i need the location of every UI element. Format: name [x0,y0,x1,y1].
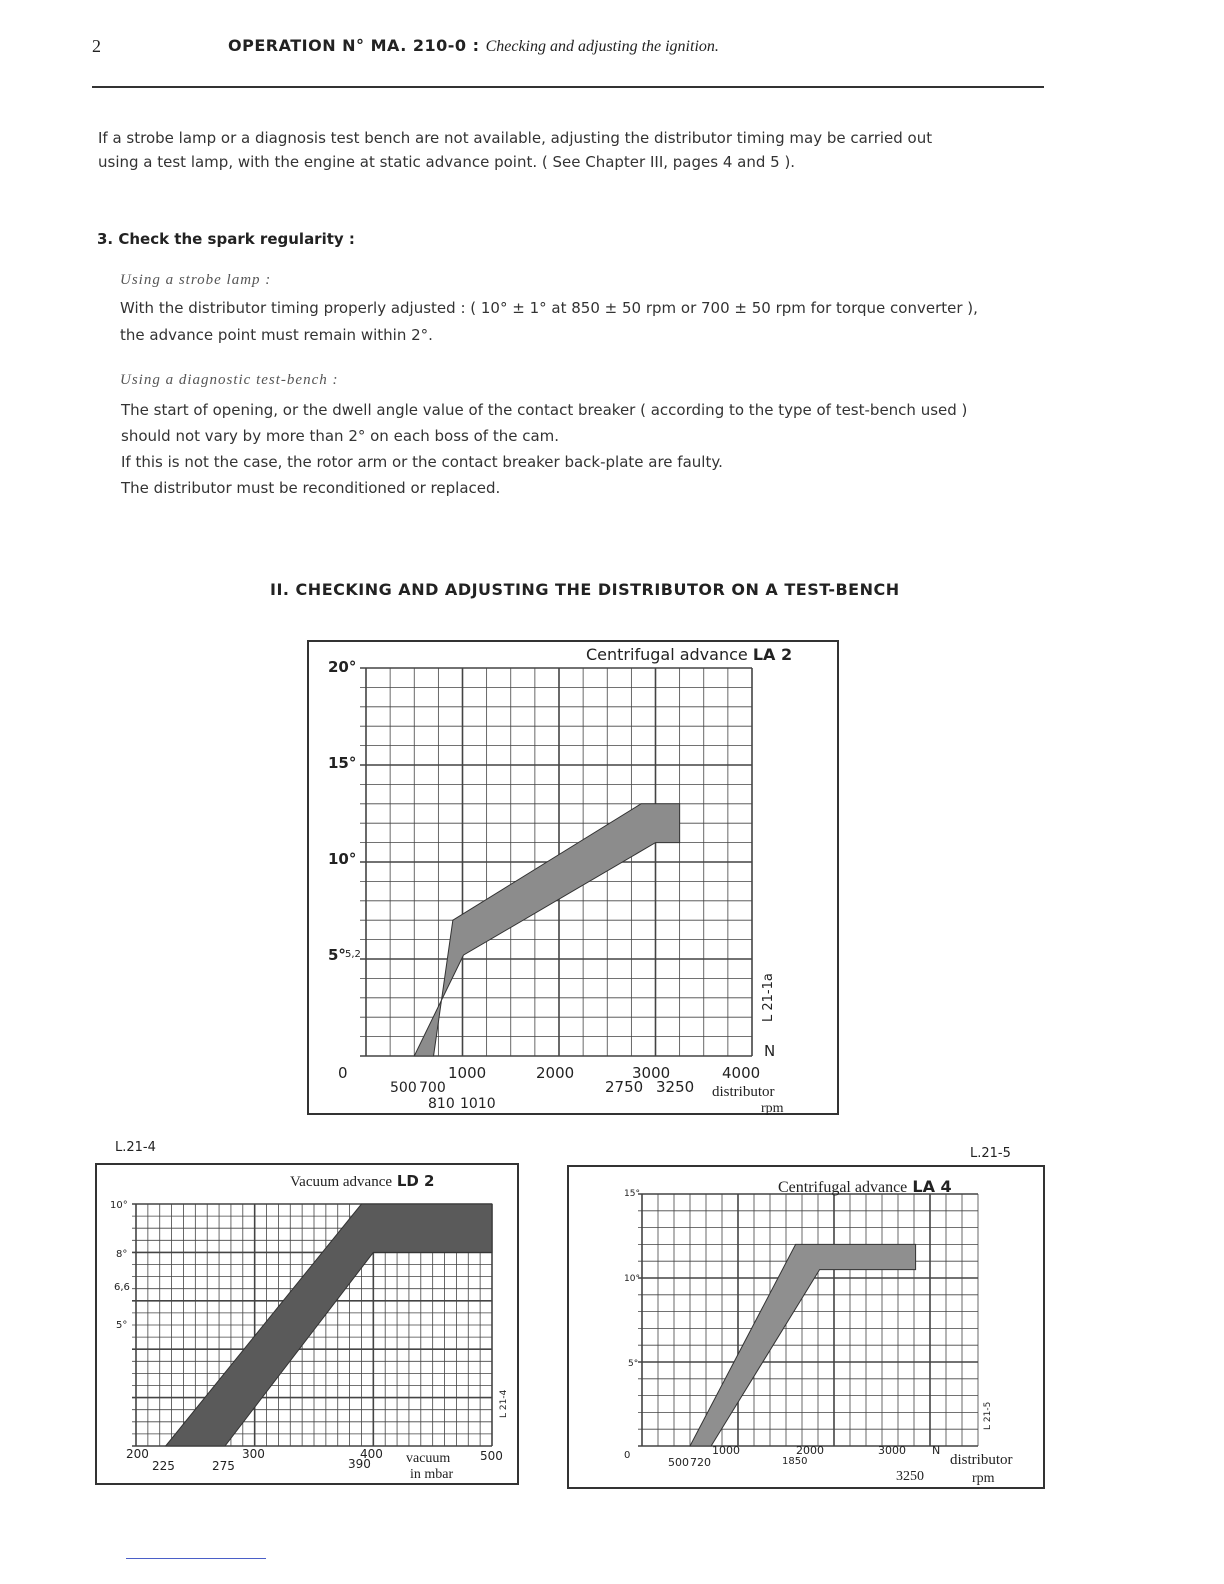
y-extra-label: 5,2 [345,949,361,960]
x-tick-label: 390 [348,1457,371,1471]
intro-paragraph [98,126,932,174]
footer-rule [126,1558,266,1559]
x-tick-label: 4000 [722,1064,761,1082]
y-tick-label: 10° [328,850,357,868]
x-axis-unit: in mbar [410,1467,454,1482]
chart-title: Centrifugal advance LA 4 [778,1177,952,1196]
x-tick-label: 2000 [536,1064,575,1082]
header-rule [92,86,1044,88]
x-axis-label: distributor [712,1084,775,1100]
figure-reference: L 21-5 [983,1401,993,1430]
strobe-paragraph [120,296,978,347]
y-tick-label: 10° [110,1200,128,1211]
chart-title: Centrifugal advance LA 2 [586,645,793,664]
x-tick-label: 300 [242,1447,265,1461]
intro-line: using a test lamp, with the engine at static advance point. ( See Chapter III, pages 4 and 5 ). [98,153,796,171]
page-header [228,36,719,56]
advance-band [414,804,679,1056]
x-tick-label: 2000 [796,1444,824,1457]
bench-line: should not vary by more than 2° on each boss of the cam. [121,427,560,445]
figure-caption: L.21-4 [115,1140,156,1155]
y-tick-label: 6,6 [114,1282,130,1293]
x-tick-label: 1000 [712,1444,740,1457]
chart-ld2 [94,1162,520,1486]
x-tick-label: 500 [668,1456,689,1469]
y-tick-label: 5° [628,1359,639,1369]
y-tick-label: 20° [328,658,357,676]
bench-line: The start of opening, or the dwell angle value of the contact breaker ( according to the type of test-bench used ) [121,401,968,419]
y-tick-label: 5° [116,1320,128,1331]
x-axis-label: distributor [950,1452,1013,1468]
x-tick-label: 3000 [632,1064,671,1082]
strobe-subheading: Using a strobe lamp : [120,272,272,288]
bench-line: If this is not the case, the rotor arm or the contact breaker back-plate are faulty. [121,453,723,471]
figure-caption: L.21-5 [970,1146,1011,1161]
x-axis-label: vacuum [406,1451,451,1466]
x-axis-unit: rpm [761,1101,784,1116]
bench-subheading: Using a diagnostic test-bench : [120,372,339,388]
y-tick-label: 5° [328,946,346,964]
axis-letter: N [764,1042,776,1060]
y-tick-label: 10° [624,1274,640,1284]
chart-frame [568,1166,1044,1488]
x-tick-label: 3250 [896,1469,924,1484]
x-tick-label: 400 [360,1447,383,1461]
axis-letter: N [932,1444,941,1457]
x-tick-label: 225 [152,1459,175,1473]
y-tick-label: 0 [338,1064,348,1082]
figure-reference: L 21-1a [761,973,776,1022]
x-tick-label: 500 [390,1080,417,1096]
operation-number: OPERATION N° MA. 210-0 : [228,36,480,55]
x-tick-label: 3250 [656,1078,695,1096]
chart-title: Vacuum advance LD 2 [290,1172,435,1190]
chart-la2 [306,638,840,1118]
chart-grid [638,1194,978,1446]
x-tick-label: 200 [126,1447,149,1461]
y-tick-label: 8° [116,1249,128,1260]
x-tick-label: 700 [419,1080,446,1096]
y-tick-label: 15° [328,754,357,772]
section-3-heading: 3. Check the spark regularity : [97,230,355,248]
x-tick-label: 500 [480,1449,503,1463]
x-tick-label: 1000 [448,1064,487,1082]
figure-reference: L 21-4 [499,1389,509,1418]
section-2-heading: II. CHECKING AND ADJUSTING THE DISTRIBUTOR ON A TEST-BENCH [270,580,900,599]
x-tick-label: 2750 [605,1078,644,1096]
x-axis-unit: rpm [972,1471,995,1486]
x-tick-label: 720 [690,1456,711,1469]
x-tick-label: 1010 [460,1096,496,1112]
y-tick-label: 15° [624,1189,640,1199]
y-tick-label: 0 [624,1450,631,1461]
bench-paragraph [121,397,967,501]
x-tick-label: 3000 [878,1444,906,1457]
bench-line: The distributor must be reconditioned or replaced. [121,479,501,497]
page-number: 2 [92,36,101,56]
chart-la4 [566,1164,1046,1492]
operation-subtitle: Checking and adjusting the ignition. [485,38,719,55]
x-tick-label: 275 [212,1459,235,1473]
strobe-line: the advance point must remain within 2°. [120,326,433,344]
intro-line: If a strobe lamp or a diagnosis test bench are not available, adjusting the distributor timing may be carried out [98,129,933,147]
strobe-line: With the distributor timing properly adjusted : ( 10° ± 1° at 850 ± 50 rpm or 700 ± 50 rpm for torque converter ), [120,299,978,317]
x-tick-label: 810 [428,1096,455,1112]
x-tick-label: 1850 [782,1456,808,1467]
